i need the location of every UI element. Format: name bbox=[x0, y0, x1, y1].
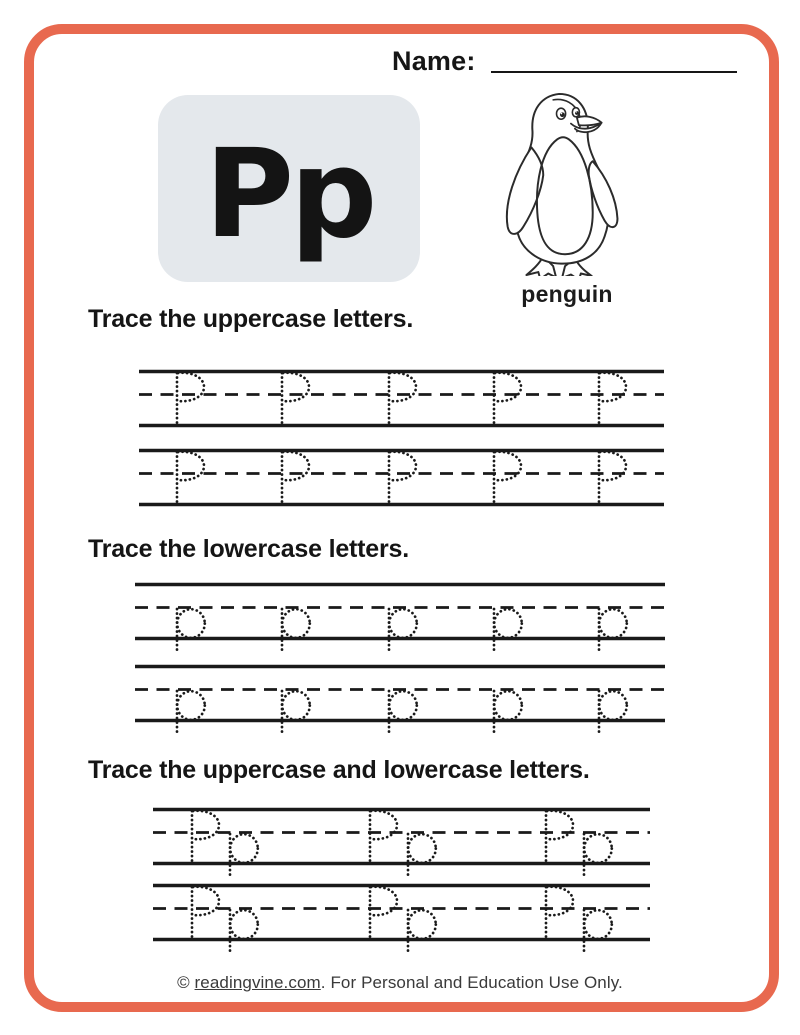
dotted-letter-P bbox=[599, 452, 626, 503]
trace-guide-lines bbox=[153, 882, 650, 962]
name-blank-line bbox=[491, 71, 737, 73]
dotted-letter-p bbox=[494, 691, 522, 735]
tracing-row-uppercase-2 bbox=[139, 447, 664, 527]
dotted-letter-P bbox=[282, 452, 309, 503]
illustration-caption: penguin bbox=[521, 281, 613, 307]
dotted-letter-P bbox=[177, 373, 204, 424]
dotted-letter-Pp bbox=[370, 887, 436, 954]
tracing-row-uppercase-1 bbox=[139, 368, 664, 448]
dotted-letter-p bbox=[282, 691, 310, 735]
letter-card-text: Pp bbox=[204, 122, 374, 265]
dotted-letter-p bbox=[599, 609, 627, 653]
trace-guide-lines bbox=[135, 581, 665, 661]
tracing-row-mixed-2 bbox=[153, 882, 650, 962]
letter-card bbox=[158, 95, 420, 282]
dotted-letter-P bbox=[282, 373, 309, 424]
copyright-symbol: © bbox=[177, 973, 195, 992]
dotted-letter-p bbox=[494, 609, 522, 653]
trace-guide-lines bbox=[135, 663, 665, 743]
trace-guide-lines bbox=[139, 447, 664, 527]
dotted-letter-P bbox=[177, 452, 204, 503]
dotted-letter-p bbox=[177, 609, 205, 653]
penguin-figure bbox=[492, 88, 642, 308]
dotted-letter-Pp bbox=[546, 811, 612, 878]
section-heading-mixed: Trace the uppercase and lowercase letters. bbox=[88, 756, 590, 784]
dotted-letter-P bbox=[389, 373, 416, 424]
dotted-letter-Pp bbox=[192, 811, 258, 878]
trace-guide-lines bbox=[139, 368, 664, 448]
tracing-row-lowercase-2 bbox=[135, 663, 665, 743]
dotted-letter-p bbox=[389, 691, 417, 735]
name-label: Name: bbox=[392, 46, 476, 76]
dotted-letter-P bbox=[494, 452, 521, 503]
dotted-letter-Pp bbox=[370, 811, 436, 878]
dotted-letter-P bbox=[494, 373, 521, 424]
tracing-row-lowercase-1 bbox=[135, 581, 665, 661]
dotted-letter-P bbox=[389, 452, 416, 503]
name-header bbox=[392, 46, 737, 77]
dotted-letter-P bbox=[599, 373, 626, 424]
dotted-letter-Pp bbox=[546, 887, 612, 954]
trace-guide-lines bbox=[153, 806, 650, 886]
readingvine-link[interactable]: readingvine.com bbox=[194, 973, 321, 992]
dotted-letter-p bbox=[389, 609, 417, 653]
footer-usage-text: . For Personal and Education Use Only. bbox=[320, 973, 623, 992]
tracing-row-mixed-1 bbox=[153, 806, 650, 886]
dotted-letter-p bbox=[599, 691, 627, 735]
section-heading-lowercase: Trace the lowercase letters. bbox=[88, 535, 409, 563]
footer bbox=[0, 973, 800, 993]
dotted-letter-p bbox=[282, 609, 310, 653]
section-heading-uppercase: Trace the uppercase letters. bbox=[88, 305, 414, 333]
penguin-icon bbox=[497, 88, 637, 276]
dotted-letter-p bbox=[177, 691, 205, 735]
dotted-letter-Pp bbox=[192, 887, 258, 954]
